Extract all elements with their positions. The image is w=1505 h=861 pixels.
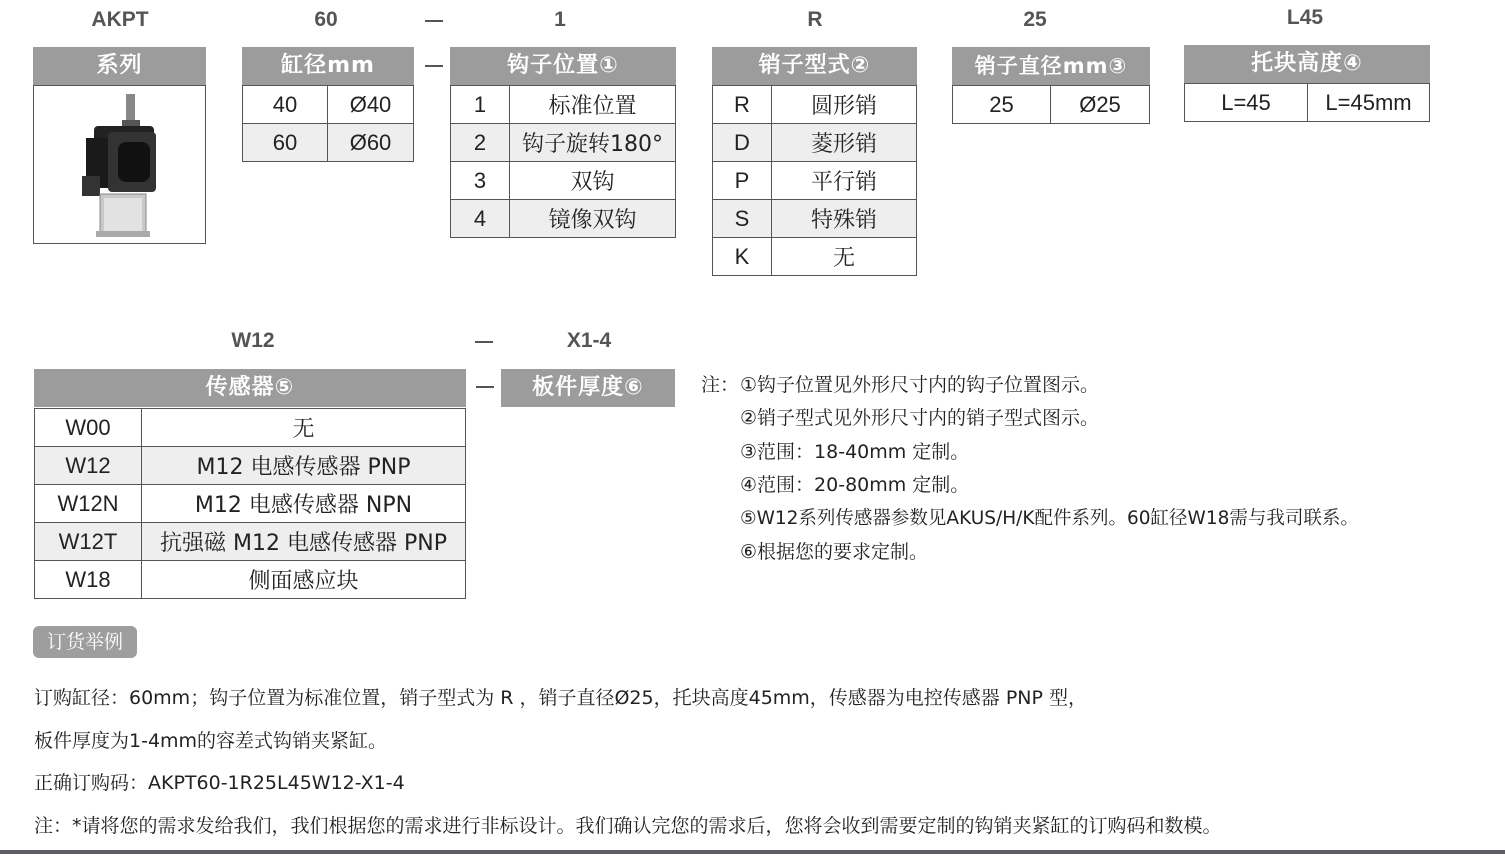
- hook-value: 标准位置: [510, 86, 676, 124]
- pin-type-table: [712, 85, 917, 276]
- table-row: [1185, 84, 1430, 122]
- bore-code: 60: [243, 124, 328, 162]
- sensor-code: W12T: [35, 523, 142, 561]
- pin-type-value: 平行销: [772, 162, 917, 200]
- order-code-line: 正确订购码：AKPT60-1R25L45W12-X1-4: [34, 772, 405, 794]
- bore-table: [242, 85, 414, 162]
- separator-dash: [476, 386, 494, 388]
- pin-dia-header: 销子直径mm③: [952, 47, 1150, 85]
- block-header: 托块高度④: [1184, 45, 1430, 83]
- block-table: [1184, 83, 1430, 122]
- table-row: [451, 200, 676, 238]
- sensor-table: [34, 408, 466, 599]
- block-value: L=45mm: [1308, 84, 1430, 122]
- sensor-value: M12 电感传感器 NPN: [142, 485, 466, 523]
- note-item: ②销子型式见外形尺寸内的销子型式图示。: [740, 407, 1100, 429]
- order-line-2: 板件厚度为1-4mm的容差式钩销夹紧缸。: [34, 730, 388, 752]
- table-row: [713, 200, 917, 238]
- table-row: [713, 124, 917, 162]
- table-row: [713, 238, 917, 276]
- code-pin-type: R: [807, 8, 823, 31]
- hook-code: 3: [451, 162, 510, 200]
- hook-value: 钩子旋转180°: [510, 124, 676, 162]
- separator-dash: [475, 341, 493, 343]
- code-sensor: W12: [231, 329, 275, 352]
- plate-header: 板件厚度⑥: [501, 369, 675, 407]
- note-item: ⑥根据您的要求定制。: [740, 541, 929, 563]
- order-note-line: 注：*请将您的需求发给我们，我们根据您的需求进行非标设计。我们确认完您的需求后，您将会收到需要定制的钩销夹紧缸的订购码和数模。: [34, 815, 1222, 837]
- series-header: 系列: [33, 47, 206, 85]
- pin-type-code: D: [713, 124, 772, 162]
- pin-type-header: 销子型式②: [712, 47, 917, 85]
- pin-dia-code: 25: [953, 86, 1051, 124]
- table-row: [243, 86, 414, 124]
- table-row: [451, 124, 676, 162]
- code-plate: X1-4: [566, 329, 612, 352]
- code-hook: 1: [554, 8, 566, 31]
- order-example-badge: 订货举例: [33, 626, 137, 658]
- pin-type-value: 圆形销: [772, 86, 917, 124]
- sensor-code: W00: [35, 409, 142, 447]
- code-series: AKPT: [91, 8, 149, 31]
- table-row: [35, 485, 466, 523]
- table-row: [35, 409, 466, 447]
- separator-dash: [425, 65, 443, 67]
- sensor-header: 传感器⑤: [34, 369, 466, 407]
- sensor-code: W12N: [35, 485, 142, 523]
- note-item: ⑤W12系列传感器参数见AKUS/H/K配件系列。60缸径W18需与我司联系。: [740, 508, 1359, 529]
- bore-header: 缸径mm: [242, 47, 414, 85]
- table-row: [451, 162, 676, 200]
- order-line-1: 订购缸径：60mm；钩子位置为标准位置，销子型式为 R ，销子直径Ø25，托块高度45mm，传感器为电控传感器 PNP 型，: [34, 687, 1088, 709]
- sensor-value: 侧面感应块: [142, 561, 466, 599]
- bore-code: 40: [243, 86, 328, 124]
- separator-dash: [425, 20, 443, 22]
- bore-value: Ø40: [328, 86, 414, 124]
- sensor-value: M12 电感传感器 PNP: [142, 447, 466, 485]
- hook-code: 4: [451, 200, 510, 238]
- cylinder-product-image: [34, 86, 205, 243]
- hook-header: 钩子位置①: [450, 47, 676, 85]
- bottom-divider: [0, 850, 1505, 854]
- table-row: [35, 523, 466, 561]
- bore-value: Ø60: [328, 124, 414, 162]
- table-row: [243, 124, 414, 162]
- pin-type-value: 无: [772, 238, 917, 276]
- product-image-frame: [33, 85, 206, 244]
- hook-table: [450, 85, 676, 238]
- sensor-value: 无: [142, 409, 466, 447]
- pin-type-code: P: [713, 162, 772, 200]
- hook-code: 1: [451, 86, 510, 124]
- code-pin-dia: 25: [1023, 8, 1047, 31]
- hook-value: 镜像双钩: [510, 200, 676, 238]
- pin-type-code: R: [713, 86, 772, 124]
- table-row: [953, 86, 1150, 124]
- hook-code: 2: [451, 124, 510, 162]
- pin-type-value: 特殊销: [772, 200, 917, 238]
- table-row: [713, 162, 917, 200]
- table-row: [713, 86, 917, 124]
- pin-type-code: S: [713, 200, 772, 238]
- code-bore: 60: [314, 8, 338, 31]
- pin-dia-value: Ø25: [1051, 86, 1150, 124]
- hook-value: 双钩: [510, 162, 676, 200]
- sensor-code: W18: [35, 561, 142, 599]
- note-item: ④范围：20-80mm 定制。: [740, 474, 970, 496]
- notes-prefix: 注：: [701, 374, 740, 396]
- code-block: L45: [1286, 6, 1324, 29]
- table-row: [35, 561, 466, 599]
- note-item: ①钩子位置见外形尺寸内的钩子位置图示。: [740, 374, 1100, 396]
- block-code: L=45: [1185, 84, 1308, 122]
- sensor-code: W12: [35, 447, 142, 485]
- note-item: ③范围：18-40mm 定制。: [740, 441, 970, 463]
- sensor-value: 抗强磁 M12 电感传感器 PNP: [142, 523, 466, 561]
- pin-dia-table: [952, 85, 1150, 124]
- pin-type-code: K: [713, 238, 772, 276]
- table-row: [35, 447, 466, 485]
- pin-type-value: 菱形销: [772, 124, 917, 162]
- table-row: [451, 86, 676, 124]
